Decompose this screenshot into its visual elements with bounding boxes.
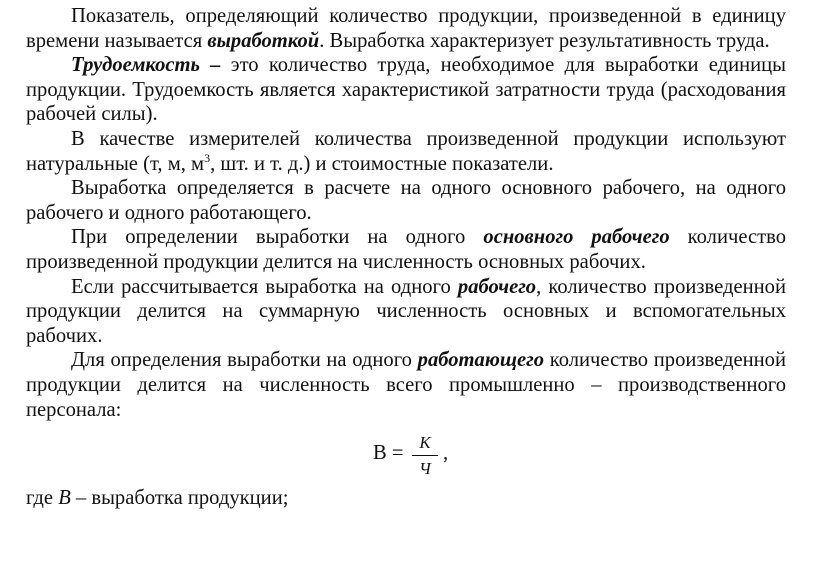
formula-output <box>26 424 786 486</box>
paragraph-text: Показатель, определяющий количество продукции, произведенной в единицу времени называется <box>26 5 786 52</box>
paragraph-text: количество произведенной продукции делится на численность всего промышленно – производственного персонала: <box>26 349 786 421</box>
paragraph-text: , шт. и т. д.) и стоимостные показатели. <box>210 152 554 175</box>
document-page <box>26 4 786 511</box>
paragraph-where-clause <box>26 486 786 511</box>
paragraph-text: . Выработка характеризует результативность труда. <box>319 29 770 52</box>
paragraph-labor-intensity <box>26 53 786 127</box>
paragraph-productivity-definition <box>26 4 786 53</box>
paragraph-measures <box>26 127 786 176</box>
paragraph-text: В качестве измерителей количества произведенной продукции используют натуральные (т, м, м <box>26 127 786 175</box>
paragraph-calculation-bases <box>26 176 786 225</box>
formula-denominator: Ч <box>419 459 431 479</box>
paragraph-employee <box>26 348 786 422</box>
where-prefix: где <box>26 487 59 510</box>
paragraph-text: Для определения выработки на одного <box>71 349 418 372</box>
paragraph-text: При определении выработки на одного <box>71 226 484 249</box>
formula-fraction <box>412 433 438 479</box>
formula-numerator: К <box>419 433 431 453</box>
term-employee: работающего <box>417 349 545 372</box>
paragraph-text: количество произведенной продукции делится на численность основных рабочих. <box>26 226 786 273</box>
term-worker: рабочего <box>457 275 537 298</box>
paragraph-worker <box>26 275 786 349</box>
paragraph-text: , количество произведенной продукции делится на суммарную численность основных и вспомогательных рабочих. <box>26 275 786 347</box>
formula-lhs: В = <box>373 442 404 465</box>
paragraph-text: это количество труда, необходимое для выработки единицы продукции. Трудоемкость является характеристикой затратности труда (расходования рабочей силы). <box>26 54 786 126</box>
where-text: – выработка продукции; <box>70 487 289 510</box>
paragraph-main-worker <box>26 225 786 274</box>
term-labor-intensity: Трудоемкость – <box>71 54 221 77</box>
where-symbol: В <box>58 487 71 510</box>
paragraph-text: Выработка определяется в расчете на одного основного рабочего, на одного рабочего и одного работающего. <box>26 177 786 224</box>
fraction-bar <box>412 455 438 456</box>
superscript: 3 <box>204 150 211 165</box>
term-main-worker: основного рабочего <box>483 226 670 249</box>
formula-comma: , <box>443 442 449 465</box>
term-output: выработкой <box>207 29 320 52</box>
paragraph-text: Если рассчитывается выработка на одного <box>71 275 458 298</box>
